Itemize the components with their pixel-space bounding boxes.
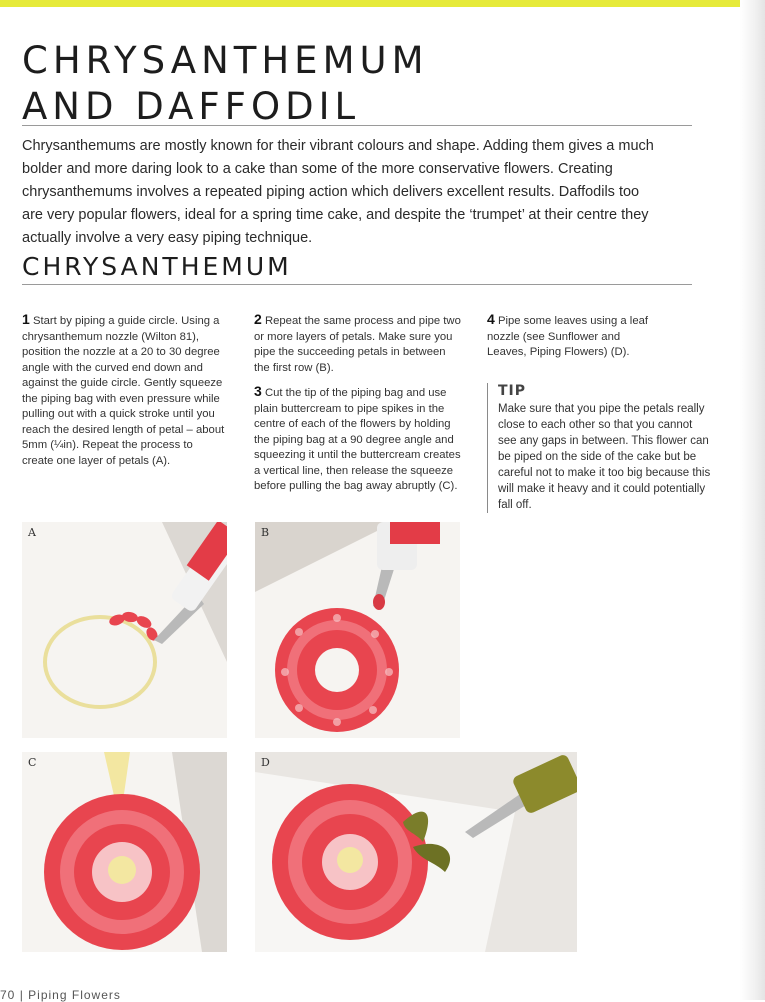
photo-label-c: C [28,756,37,769]
step-3 [254,384,464,495]
photo-label-a: A [28,526,36,539]
footer-section: Piping Flowers [28,988,121,1002]
photo-b-image [255,522,460,738]
photo-label-d: D [261,756,270,769]
column-3 [487,312,652,367]
tip-heading: TIP [498,383,527,399]
photo-a-image [22,522,227,738]
page-title [22,38,702,130]
step-text: Repeat the same process and pipe two or more layers of petals. Make sure you pipe the succeeding petals in between the first row (B). [254,315,461,374]
step-number: 2 [254,311,262,327]
photo-b [255,522,460,738]
photo-d [255,752,577,952]
photo-a [22,522,227,738]
step-1 [22,312,227,469]
photo-c [22,752,227,952]
step-2 [254,312,464,376]
step-4 [487,312,652,361]
step-text: Cut the tip of the piping bag and use plain buttercream to pipe spikes in the centre of each of the flowers by holding the piping bag at a 90 degree angle and squeezing it until the buttercream creates a vertical line, then release the squeeze before pulling the bag away abruptly (C). [254,387,461,492]
photo-c-image [22,752,227,952]
column-1 [22,312,227,475]
step-text: Pipe some leaves using a leaf nozzle (see Sunflower and Leaves, Piping Flowers) (D). [487,315,649,358]
footer-separator: | [19,988,24,1002]
step-text: Start by piping a guide circle. Using a chrysanthemum nozzle (Wilton 81), position the nozzle at a 20 to 30 degree angle with the curved end down and against the guide circle. Gently squeeze the piping bag with even pressure while pulling out with a quick stroke until you reach the desired length of petal – about 5mm (¼in). Repeat the process to create one layer of petals (A). [22,315,225,467]
top-accent-bar [0,0,740,7]
page-number: 70 [0,988,16,1002]
section-rule [22,284,692,285]
tip-text: Make sure that you pipe the petals really close to each other so that you cannot see any gaps in between. This flower can be piped on the side of the cake but be careful not to make it too big because this will make it heavy and it could potentially fall off. [498,403,711,511]
photo-d-image [255,752,577,952]
section-heading: CHRYSANTHEMUM [22,252,292,281]
title-rule [22,125,692,126]
photo-label-b: B [261,526,270,539]
title-line-2: AND DAFFODIL [22,85,361,128]
intro-paragraph: Chrysanthemums are mostly known for their vibrant colours and shape. Adding them gives a much bolder and more daring look to a cake than some of the more conservative flowers. Creating chrysanthemums involves a repeated piping action which delivers excellent results. Daffodils too are very popular flowers, ideal for a spring time cake, and despite the ‘trumpet’ at their centre they actually involve a very easy piping technique. [22,138,654,246]
step-number: 3 [254,383,262,399]
step-number: 4 [487,311,495,327]
title-line-1: CHRYSANTHEMUM [22,39,429,82]
book-spine-shadow [740,0,765,1000]
tip-box [487,383,713,513]
column-2 [254,312,464,501]
step-number: 1 [22,311,30,327]
